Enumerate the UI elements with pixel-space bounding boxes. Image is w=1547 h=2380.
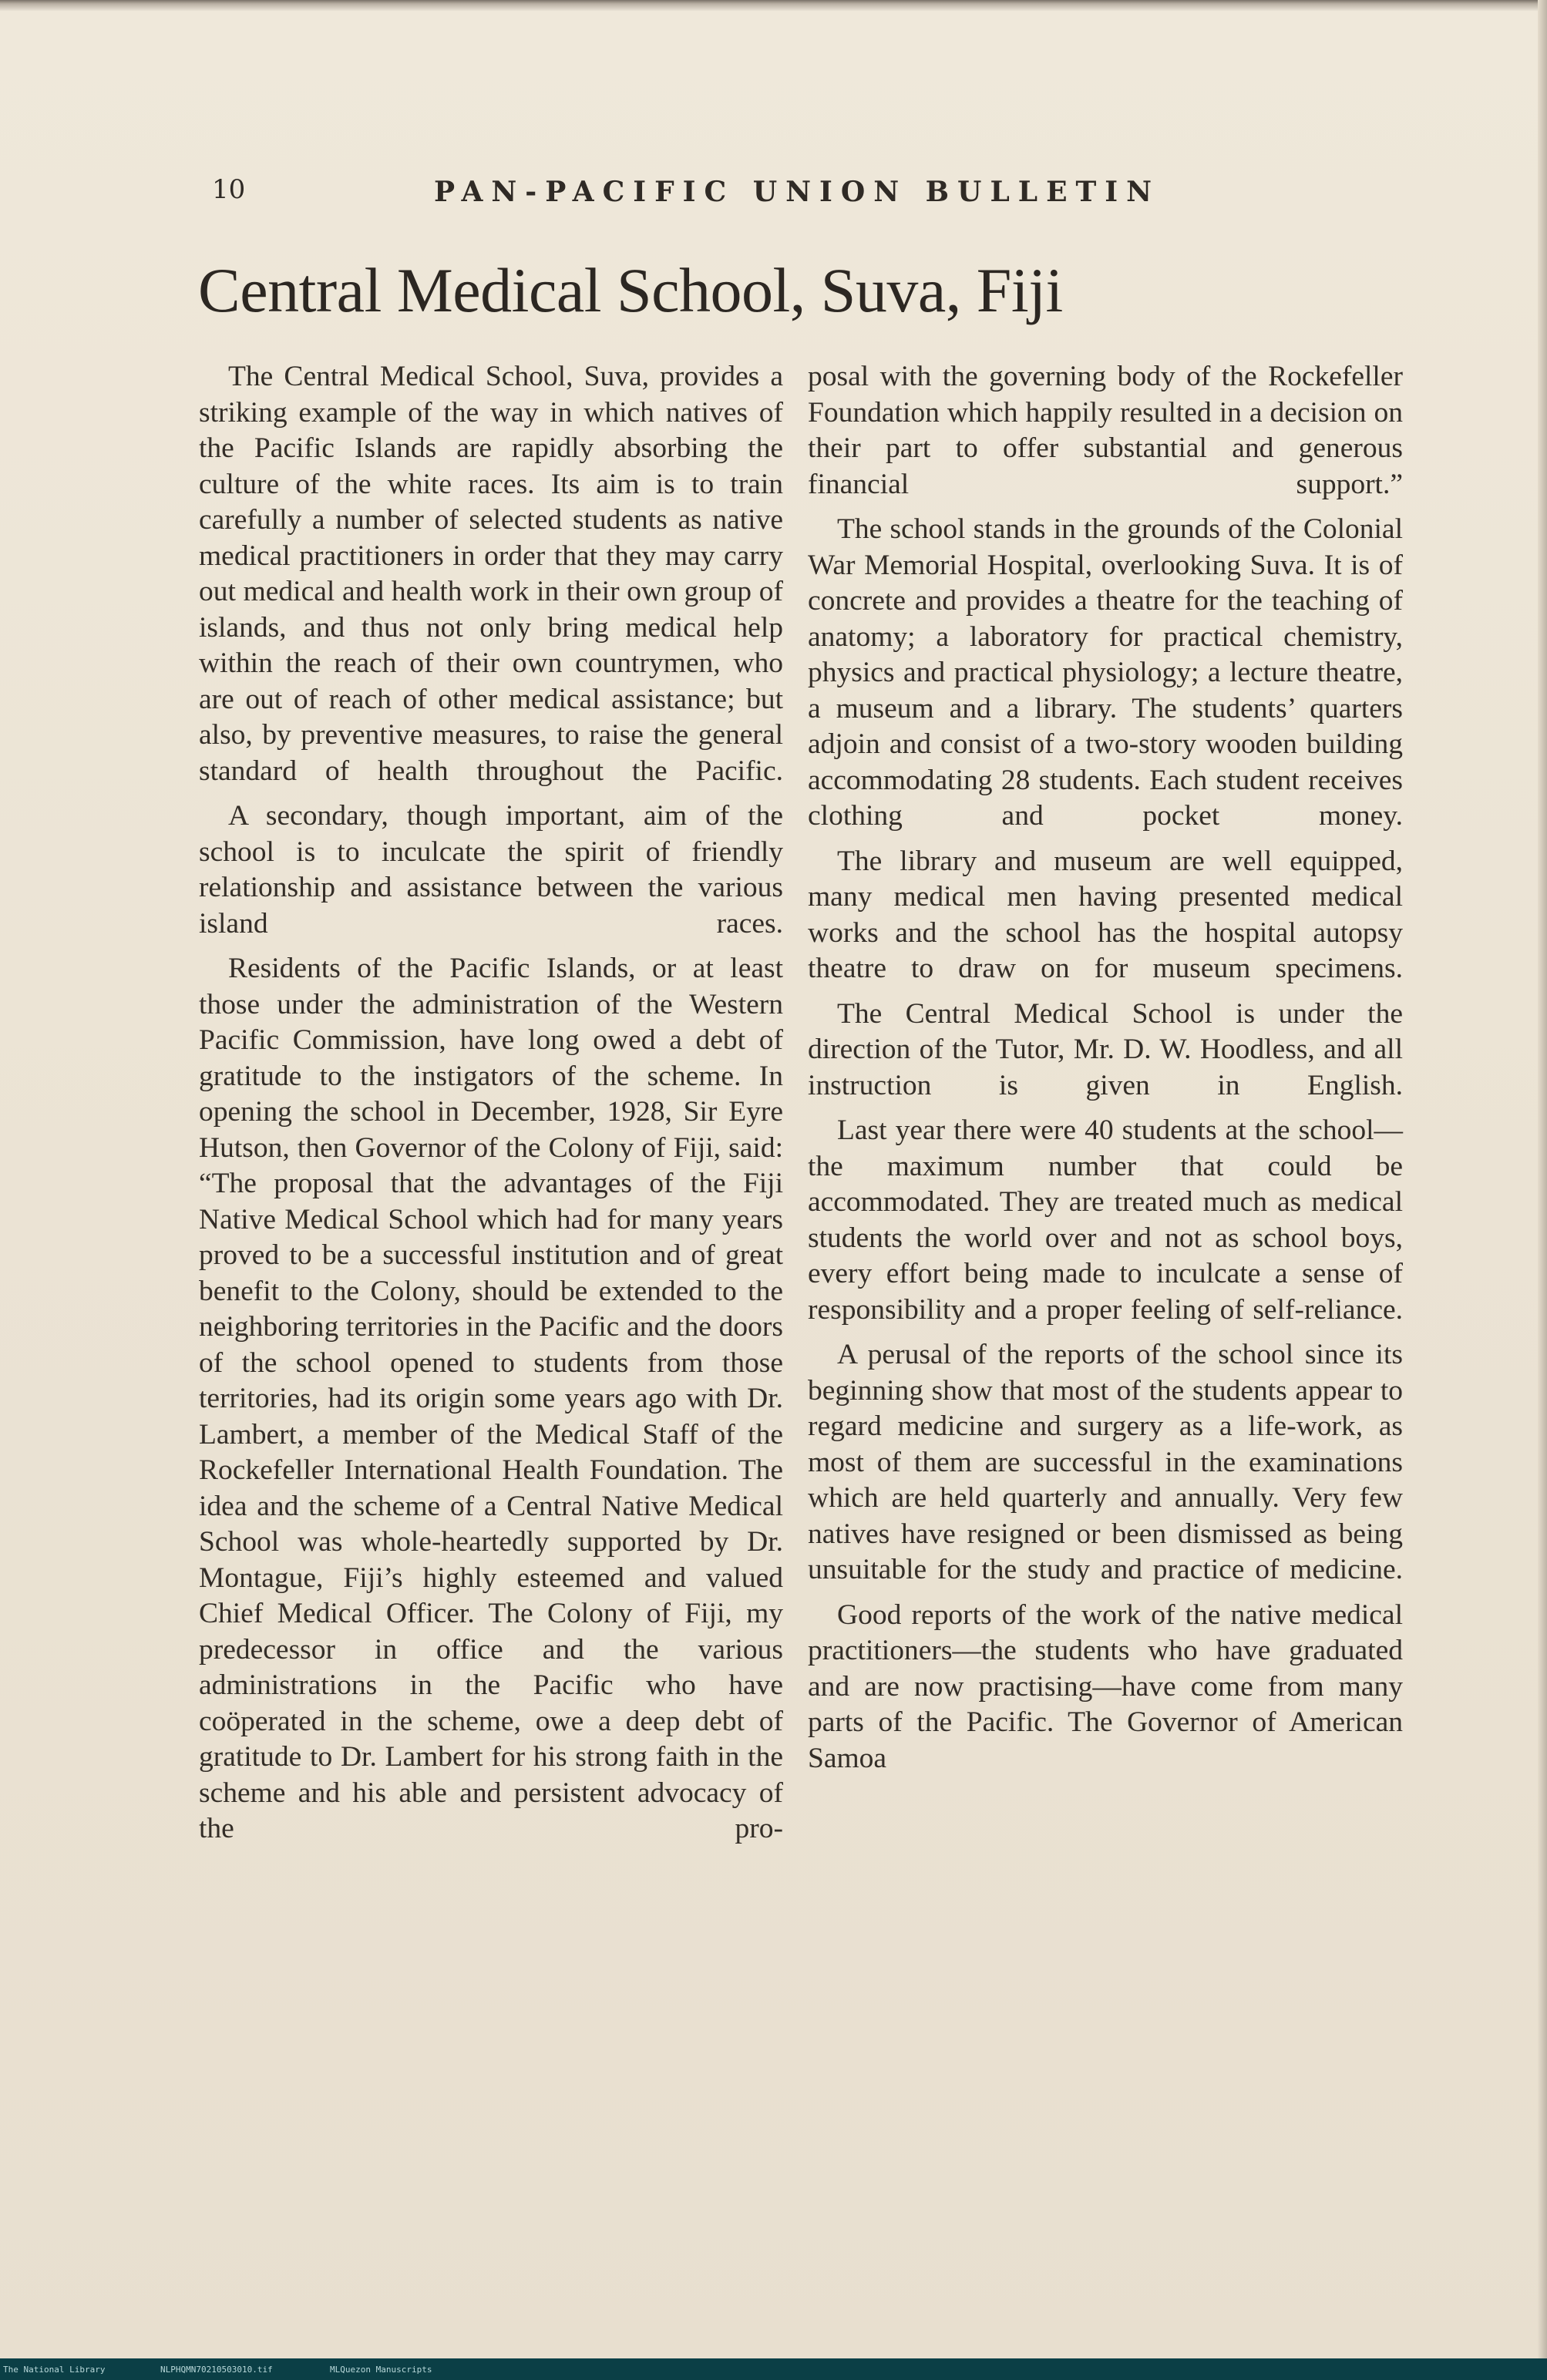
paragraph-7: The Central Medical School is under the direction of the Tutor, Mr. D. W. Hoodless, and all instruction is given in English. — [808, 997, 1403, 1101]
page-top-edge — [0, 0, 1547, 11]
paragraph-10: Good reports of the work of the native medical practitioners—the students who have graduated and are now practising—have come from many parts of the Pacific. The Governor of American Samoa — [808, 1598, 1403, 1774]
paragraph-4: posal with the governing body of the Rockefeller Foundation which happily resulted in a decision on their part to offer substantial and generous financial support.” — [808, 361, 1403, 500]
right-column — [808, 359, 1403, 1786]
footer-collection: MLQuezon Manuscripts — [330, 2365, 432, 2375]
page-number: 10 — [212, 174, 246, 205]
left-column — [199, 359, 783, 1857]
paragraph-9: A perusal of the reports of the school since its beginning show that most of the students appear to regard medicine and surgery as a life-work, as most of them are successful in the examinations which are held quarterly and annually. Very few natives have resigned or been dismissed as being unsuitable for the study and practice of medicine. — [808, 1339, 1403, 1585]
footer-institution: The National Library — [3, 2365, 106, 2375]
archive-footer-strip — [0, 2358, 1547, 2380]
paragraph-6: The library and museum are well equipped, many medical men having presented medical works and the school has the hospital autopsy theatre to draw on for museum specimens. — [808, 845, 1403, 984]
page-right-edge — [1538, 0, 1547, 2358]
running-head: PAN-PACIFIC UNION BULLETIN — [434, 176, 1161, 208]
footer-file-id: NLPHQMN70210503010.tif — [160, 2365, 273, 2375]
paragraph-8: Last year there were 40 students at the school—the maximum number that could be accommodated. They are treated much as medical students the world over and not as school boys, every effort being made to inculcate a sense of responsibility and a proper feeling of self-reliance. — [808, 1114, 1403, 1326]
paragraph-1: The Central Medical School, Suva, provides a striking example of the way in which natives of the Pacific Islands are rapidly absorbing the culture of the white races. Its aim is to train carefully a number of selected students as native medical practitioners in order that they may carry out medical and health work in their own group of islands, and thus not only bring medical help within the reach of their own countrymen, who are out of reach of other medical assistance; but also, by preventive measures, to raise the general standard of health throughout the Pacific. — [199, 361, 783, 787]
paragraph-2: A secondary, though important, aim of the school is to inculcate the spirit of friendly relationship and assistance between the various island races. — [199, 800, 783, 940]
article-title: Central Medical School, Suva, Fiji — [198, 255, 1063, 325]
paragraph-5: The school stands in the grounds of the Colonial War Memorial Hospital, overlooking Suva. It is of concrete and provides a theatre for the teaching of anatomy; a laboratory for practical chemistry, physics and practical physiology; a lecture theatre, a museum and a library. The students’ quarters adjoin and consist of a two-story wooden building accommodating 28 students. Each student receives clothing and pocket money. — [808, 513, 1403, 832]
paragraph-3: Residents of the Pacific Islands, or at least those under the administration of the Western Pacific Commission, have long owed a debt of gratitude to the instigators of the scheme. In opening the school in December, 1928, Sir Eyre Hutson, then Governor of the Colony of Fiji, said: “The proposal that the advantages of the Fiji Native Medical School which had for many years proved to be a successful institution and of great benefit to the Colony, should be extended to the neighboring territories in the Pacific and the doors of the school opened to students from those territories, had its origin some years ago with Dr. Lambert, a member of the Medical Staff of the Rockefeller International Health Foundation. The idea and the scheme of a Central Native Medical School was whole-heartedly supported by Dr. Montague, Fiji’s highly esteemed and valued Chief Medical Officer. The Colony of Fiji, my predecessor in office and the various administrations in the Pacific who have coöperated in the scheme, owe a deep debt of gratitude to Dr. Lambert for his strong faith in the scheme and his able and persistent advocacy of the pro- — [199, 953, 783, 1844]
